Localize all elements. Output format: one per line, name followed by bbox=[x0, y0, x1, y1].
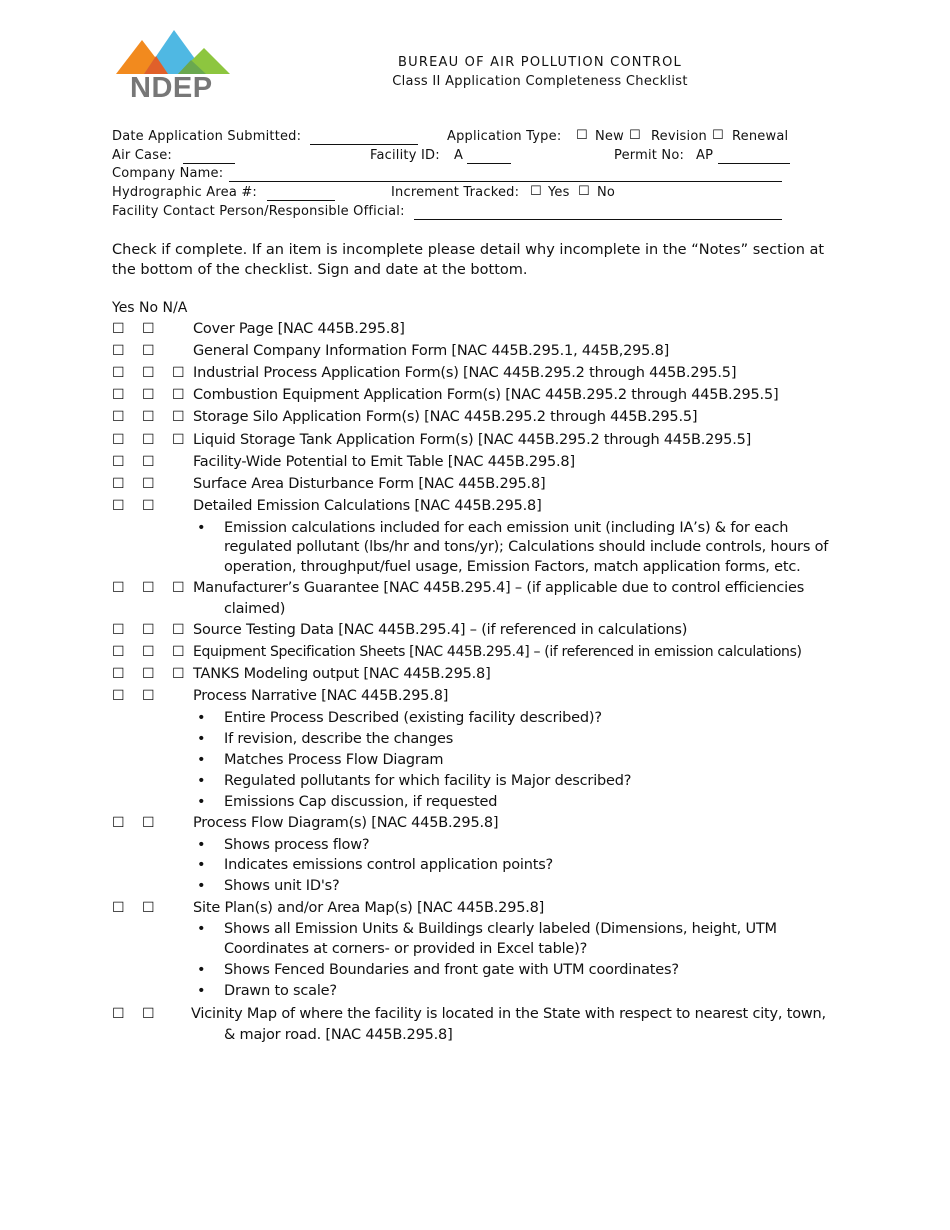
increment-tracked-label: Increment Tracked: bbox=[391, 185, 520, 200]
yes-checkbox[interactable]: ☐ bbox=[112, 580, 125, 596]
item-continuation: & major road. [NAC 445B.295.8] bbox=[224, 1027, 453, 1043]
na-checkbox[interactable]: ☐ bbox=[172, 644, 185, 660]
no-checkbox[interactable]: ☐ bbox=[142, 387, 155, 403]
na-checkbox[interactable]: ☐ bbox=[172, 622, 185, 638]
item-label: Process Flow Diagram(s) [NAC 445B.295.8] bbox=[193, 815, 499, 831]
increment-yes-checkbox[interactable]: ☐ bbox=[530, 184, 542, 199]
bullet-item: • Shows unit ID's? bbox=[224, 878, 339, 894]
item-label: Storage Silo Application Form(s) [NAC 445B.295.2 through 445B.295.5] bbox=[193, 409, 698, 425]
bullet-item: • Regulated pollutants for which facility is Major described? bbox=[224, 773, 631, 789]
date-submitted-field[interactable] bbox=[310, 144, 418, 145]
permit-no-field[interactable] bbox=[718, 163, 790, 164]
type-renewal-label: Renewal bbox=[732, 129, 789, 144]
yes-checkbox[interactable]: ☐ bbox=[112, 432, 125, 448]
bureau-title: BUREAU OF AIR POLLUTION CONTROL bbox=[398, 55, 682, 70]
permit-no-label: Permit No: bbox=[614, 148, 685, 163]
yes-checkbox[interactable]: ☐ bbox=[112, 644, 125, 660]
item-label: Industrial Process Application Form(s) [NAC 445B.295.2 through 445B.295.5] bbox=[193, 365, 737, 381]
yes-checkbox[interactable]: ☐ bbox=[112, 343, 125, 359]
form-title: Class II Application Completeness Checklist bbox=[392, 74, 688, 89]
no-checkbox[interactable]: ☐ bbox=[142, 432, 155, 448]
na-checkbox[interactable]: ☐ bbox=[172, 387, 185, 403]
date-submitted-label: Date Application Submitted: bbox=[112, 129, 302, 144]
bullet-item: • Emission calculations included for each emission unit (including IA’s) & for each bbox=[224, 520, 788, 536]
no-checkbox[interactable]: ☐ bbox=[142, 815, 155, 831]
item-label: Process Narrative [NAC 445B.295.8] bbox=[193, 688, 449, 704]
item-label: Combustion Equipment Application Form(s) [NAC 445B.295.2 through 445B.295.5] bbox=[193, 387, 779, 403]
yes-checkbox[interactable]: ☐ bbox=[112, 688, 125, 704]
logo-text: NDEP bbox=[130, 72, 213, 104]
no-checkbox[interactable]: ☐ bbox=[142, 321, 155, 337]
no-checkbox[interactable]: ☐ bbox=[142, 343, 155, 359]
bullet-item: • Emissions Cap discussion, if requested bbox=[224, 794, 497, 810]
item-label: Detailed Emission Calculations [NAC 445B.295.8] bbox=[193, 498, 542, 514]
na-checkbox[interactable]: ☐ bbox=[172, 365, 185, 381]
instructions bbox=[112, 240, 832, 280]
na-checkbox[interactable]: ☐ bbox=[172, 666, 185, 682]
yes-checkbox[interactable]: ☐ bbox=[112, 409, 125, 425]
no-checkbox[interactable]: ☐ bbox=[142, 1006, 155, 1022]
increment-no-label: No bbox=[597, 185, 616, 200]
yes-checkbox[interactable]: ☐ bbox=[112, 498, 125, 514]
type-revision-checkbox[interactable]: ☐ bbox=[629, 128, 641, 143]
bullet-item: • Shows all Emission Units & Buildings clearly labeled (Dimensions, height, UTM bbox=[224, 921, 777, 937]
company-name-label: Company Name: bbox=[112, 166, 224, 181]
yes-checkbox[interactable]: ☐ bbox=[112, 387, 125, 403]
yes-checkbox[interactable]: ☐ bbox=[112, 454, 125, 470]
contact-label: Facility Contact Person/Responsible Official: bbox=[112, 204, 405, 219]
increment-yes-label: Yes bbox=[548, 185, 570, 200]
no-checkbox[interactable]: ☐ bbox=[142, 498, 155, 514]
contact-field[interactable] bbox=[414, 219, 782, 220]
item-continuation: claimed) bbox=[224, 601, 286, 617]
facility-id-field[interactable] bbox=[467, 163, 511, 164]
type-new-checkbox[interactable]: ☐ bbox=[576, 128, 588, 143]
instructions-line-2: the bottom of the checklist. Sign and date at the bottom. bbox=[112, 262, 528, 278]
hydrographic-area-field[interactable] bbox=[267, 200, 335, 201]
bullet-item: • If revision, describe the changes bbox=[224, 731, 453, 747]
no-checkbox[interactable]: ☐ bbox=[142, 644, 155, 660]
type-renewal-checkbox[interactable]: ☐ bbox=[712, 128, 724, 143]
yes-checkbox[interactable]: ☐ bbox=[112, 666, 125, 682]
no-checkbox[interactable]: ☐ bbox=[142, 666, 155, 682]
air-case-field[interactable] bbox=[183, 163, 235, 164]
yes-checkbox[interactable]: ☐ bbox=[112, 622, 125, 638]
columns-header: Yes No N/A bbox=[112, 300, 188, 316]
item-label: Manufacturer’s Guarantee [NAC 445B.295.4] – (if applicable due to control efficiencies bbox=[193, 580, 805, 596]
item-label: Source Testing Data [NAC 445B.295.4] – (if referenced in calculations) bbox=[193, 622, 688, 638]
no-checkbox[interactable]: ☐ bbox=[142, 365, 155, 381]
no-checkbox[interactable]: ☐ bbox=[142, 580, 155, 596]
facility-id-prefix: A bbox=[454, 148, 464, 163]
na-checkbox[interactable]: ☐ bbox=[172, 432, 185, 448]
no-checkbox[interactable]: ☐ bbox=[142, 454, 155, 470]
bullet-continuation: Coordinates at corners- or provided in Excel table)? bbox=[224, 941, 588, 957]
yes-checkbox[interactable]: ☐ bbox=[112, 476, 125, 492]
no-checkbox[interactable]: ☐ bbox=[142, 622, 155, 638]
hydrographic-area-label: Hydrographic Area #: bbox=[112, 185, 258, 200]
item-label: TANKS Modeling output [NAC 445B.295.8] bbox=[193, 666, 491, 682]
no-checkbox[interactable]: ☐ bbox=[142, 688, 155, 704]
bullet-continuation: regulated pollutant (lbs/hr and tons/yr); Calculations should include controls, hours of bbox=[224, 539, 829, 555]
no-checkbox[interactable]: ☐ bbox=[142, 900, 155, 916]
company-name-field[interactable] bbox=[229, 181, 782, 182]
bullet-item: • Shows process flow? bbox=[224, 837, 369, 853]
bullet-item: • Indicates emissions control application points? bbox=[224, 857, 553, 873]
application-type-label: Application Type: bbox=[447, 129, 562, 144]
na-checkbox[interactable]: ☐ bbox=[172, 409, 185, 425]
item-label: Site Plan(s) and/or Area Map(s) [NAC 445B.295.8] bbox=[193, 900, 545, 916]
bullet-item: • Shows Fenced Boundaries and front gate with UTM coordinates? bbox=[224, 962, 679, 978]
na-checkbox[interactable]: ☐ bbox=[172, 580, 185, 596]
bullet-item: • Entire Process Described (existing facility described)? bbox=[224, 710, 602, 726]
item-label: Facility-Wide Potential to Emit Table [NAC 445B.295.8] bbox=[193, 454, 575, 470]
type-new-label: New bbox=[595, 129, 624, 144]
bullet-item: • Drawn to scale? bbox=[224, 983, 337, 999]
mountain-logo-icon bbox=[116, 26, 234, 74]
yes-checkbox[interactable]: ☐ bbox=[112, 815, 125, 831]
item-label: Cover Page [NAC 445B.295.8] bbox=[193, 321, 405, 337]
yes-checkbox[interactable]: ☐ bbox=[112, 900, 125, 916]
item-label: Surface Area Disturbance Form [NAC 445B.295.8] bbox=[193, 476, 546, 492]
increment-no-checkbox[interactable]: ☐ bbox=[578, 184, 590, 199]
air-case-label: Air Case: bbox=[112, 148, 172, 163]
yes-checkbox[interactable]: ☐ bbox=[112, 365, 125, 381]
ndep-logo bbox=[116, 26, 234, 106]
type-revision-label: Revision bbox=[651, 129, 707, 144]
item-label: Equipment Specification Sheets [NAC 445B.295.4] – (if referenced in emission calculations) bbox=[193, 644, 802, 660]
no-checkbox[interactable]: ☐ bbox=[142, 476, 155, 492]
item-label: Liquid Storage Tank Application Form(s) [NAC 445B.295.2 through 445B.295.5] bbox=[193, 432, 752, 448]
no-checkbox[interactable]: ☐ bbox=[142, 409, 155, 425]
bullet-continuation: operation, throughput/fuel usage, Emission Factors, match application forms, etc. bbox=[224, 559, 801, 575]
facility-id-label: Facility ID: bbox=[370, 148, 440, 163]
yes-checkbox[interactable]: ☐ bbox=[112, 321, 125, 337]
item-label: Vicinity Map of where the facility is located in the State with respect to nearest city, town, bbox=[191, 1006, 826, 1022]
permit-prefix: AP bbox=[696, 148, 714, 163]
bullet-item: • Matches Process Flow Diagram bbox=[224, 752, 443, 768]
item-label: General Company Information Form [NAC 445B.295.1, 445B,295.8] bbox=[193, 343, 670, 359]
instructions-line-1: Check if complete. If an item is incomplete please detail why incomplete in the “Notes” section at bbox=[112, 242, 825, 258]
yes-checkbox[interactable]: ☐ bbox=[112, 1006, 125, 1022]
